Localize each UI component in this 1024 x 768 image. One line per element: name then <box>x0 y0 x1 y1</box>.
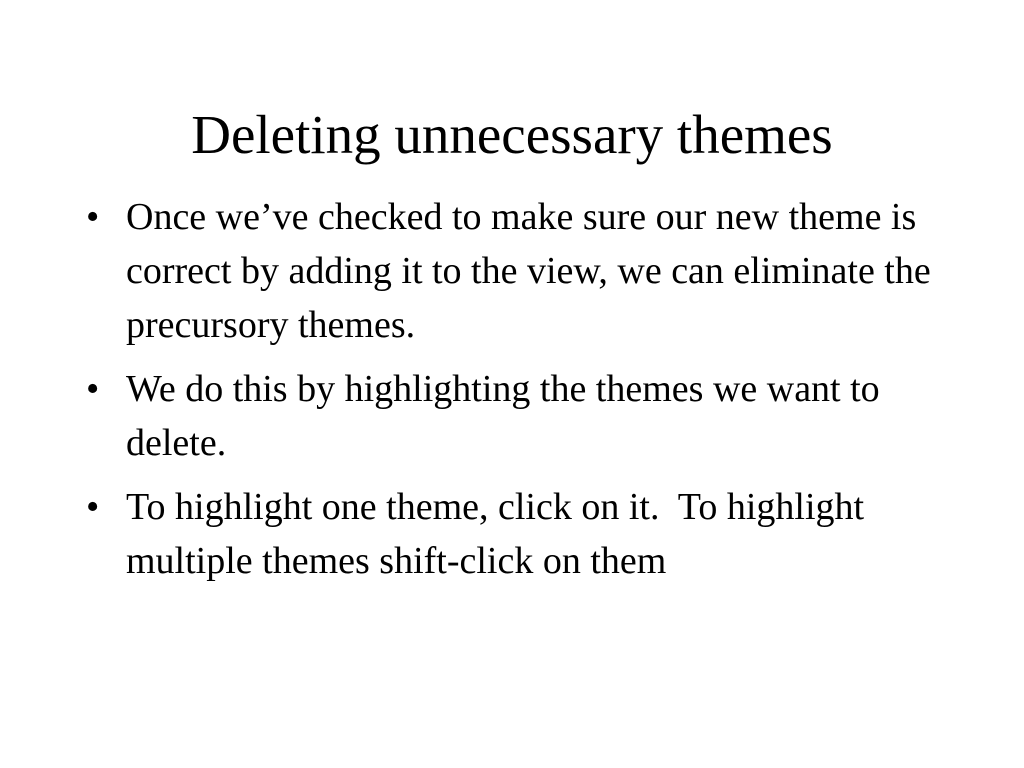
bullet-item <box>86 480 956 588</box>
bullet-text: To highlight one theme, click on it. To highlight multiple themes shift-click on them <box>126 486 874 582</box>
bullet-text: Once we’ve checked to make sure our new theme is correct by adding it to the view, we can eliminate the precursory themes. <box>126 196 941 346</box>
bullet-icon: • <box>86 368 100 410</box>
bullet-icon: • <box>86 486 100 528</box>
bullet-item <box>86 362 956 470</box>
bullet-text: We do this by highlighting the themes we want to delete. <box>126 368 890 464</box>
slide-title: Deleting unnecessary themes <box>191 104 833 165</box>
bullet-list <box>86 190 956 598</box>
bullet-item <box>86 190 956 352</box>
bullet-icon: • <box>86 196 100 238</box>
